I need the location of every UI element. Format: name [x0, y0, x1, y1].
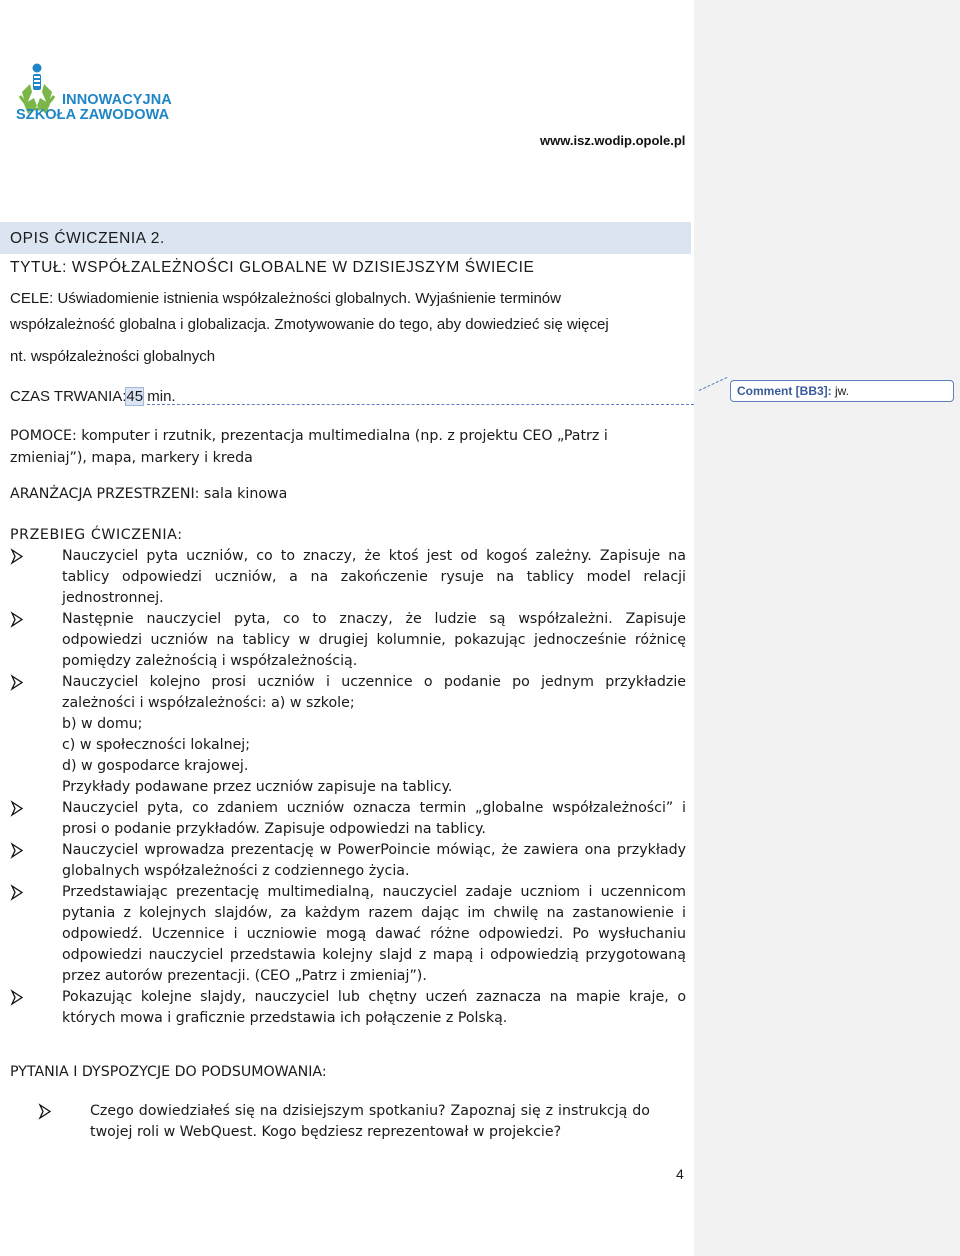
sub-item-d: d) w gospodarce krajowej.: [62, 758, 249, 774]
goals-line-1: CELE: Uświadomienie istnienia współzależności globalnych. Wyjaśnienie terminów: [10, 290, 561, 307]
list-item-text: Przedstawiając prezentację multimedialną, nauczyciel zadaje uczniom i uczennicom pytania z kolejnych slajdów, za każdym razem dając im chwilę na zastanowienie i odpowiedź. Uczennice i uczniowie mogą dawać różne odpowiedzi. Po wysłuchaniu odpowiedzi nauczyciel przedstawia kolejny slajd z mapą i odpowiedzią przygotowaną przez autorów prezentacji. (CEO „Patrz i zmieniaj”).: [62, 884, 686, 984]
list-item-text: Pokazując kolejne slajdy, nauczyciel lub chętny uczeń zaznacza na mapie kraje, o których mowa i graficznie przedstawia ich połączenie z Polską.: [62, 989, 686, 1026]
list-item-text: Nauczyciel wprowadza prezentację w PowerPoincie mówiąc, że zawiera ona przykłady globalnych współzależności z codziennego życia.: [62, 842, 686, 879]
list-item: [10, 987, 686, 1029]
comment-margin: [694, 0, 960, 1256]
logo-line-1: INNOWACYJNA: [62, 92, 172, 108]
list-item: [10, 840, 686, 882]
sub-item-b: b) w domu;: [62, 716, 143, 732]
list-item-text: Nauczyciel pyta uczniów, co to znaczy, że ktoś jest od kogoś zależny. Zapisuje na tablicy odpowiedzi uczniów, a na zakończenie rysuje na tablicy model relacji jednostronnej.: [62, 548, 686, 606]
logo-line-2: SZKOŁA ZAWODOWA: [16, 107, 170, 123]
list-item: [10, 546, 686, 609]
arrow-bullet-icon: [38, 1101, 52, 1122]
site-url[interactable]: www.isz.wodip.opole.pl: [540, 133, 686, 148]
room-arrangement: ARANŻACJA PRZESTRZENI: sala kinowa: [10, 486, 288, 502]
goals-line-3: nt. współzależności globalnych: [10, 348, 216, 365]
arrow-bullet-icon: [10, 987, 24, 1008]
list-item-text: Nauczyciel kolejno prosi uczniów i uczennice o podanie po jednym przykładzie zależności i współzależności: a) w szkole;: [62, 674, 686, 711]
logo-text: [62, 93, 172, 108]
arrow-bullet-icon: [10, 882, 24, 903]
procedure-list: [10, 546, 686, 1029]
duration-value[interactable]: 45: [126, 388, 144, 405]
list-item: [10, 882, 686, 987]
arrow-bullet-icon: [10, 546, 24, 567]
arrow-bullet-icon: [10, 798, 24, 819]
sub-item-note: Przykłady podawane przez uczniów zapisuje na tablicy.: [62, 779, 453, 795]
comment-label: Comment [BB3]:: [737, 384, 832, 398]
summary-heading: PYTANIA I DYSPOZYCJE DO PODSUMOWANIA:: [10, 1064, 327, 1080]
sub-item-c: c) w społeczności lokalnej;: [62, 737, 251, 753]
list-item: [38, 1101, 650, 1143]
list-item: [10, 798, 686, 840]
arrow-bullet-icon: [10, 672, 24, 693]
duration-unit: min.: [143, 388, 176, 405]
list-item: [10, 672, 686, 714]
list-item-text: Następnie nauczyciel pyta, co to znaczy, że ludzie są współzależni. Zapisuje odpowiedzi uczniów na tablicy w drugiej kolumnie, pokazując jednocześnie różnicę pomiędzy zależnością i współzależnością.: [62, 611, 686, 669]
comment-leader-line: [147, 404, 699, 405]
summary-list: [38, 1101, 650, 1143]
arrow-bullet-icon: [10, 609, 24, 630]
page-number: 4: [676, 1166, 684, 1182]
list-item: [10, 609, 686, 672]
duration-label: CZAS TRWANIA:: [10, 388, 127, 405]
arrow-bullet-icon: [10, 840, 24, 861]
comment-text: jw.: [831, 384, 850, 398]
materials-line-1: POMOCE: komputer i rzutnik, prezentacja multimedialna (np. z projektu CEO „Patrz i: [10, 428, 608, 444]
logo-text-2: [16, 108, 169, 123]
exercise-number: OPIS ĆWICZENIA 2.: [10, 230, 165, 247]
exercise-title: TYTUŁ: WSPÓŁZALEŻNOŚCI GLOBALNE W DZISIEJSZYM ŚWIECIE: [10, 259, 535, 276]
list-item-text: Czego dowiedziałeś się na dzisiejszym spotkaniu? Zapoznaj się z instrukcją do twojej roli w WebQuest. Kogo będziesz reprezentował w projekcie?: [90, 1103, 650, 1140]
list-item-text: Nauczyciel pyta, co zdaniem uczniów oznacza termin „globalne współzależności” i prosi o podanie przykładów. Zapisuje odpowiedzi na tablicy.: [62, 800, 686, 837]
goals-line-2: współzależność globalna i globalizacja. Zmotywowanie do tego, aby dowiedzieć się więcej: [10, 316, 609, 333]
comment-balloon[interactable]: [730, 380, 954, 402]
procedure-heading: PRZEBIEG ĆWICZENIA:: [10, 527, 183, 543]
materials-line-2: zmieniaj”), mapa, markery i kreda: [10, 450, 253, 466]
